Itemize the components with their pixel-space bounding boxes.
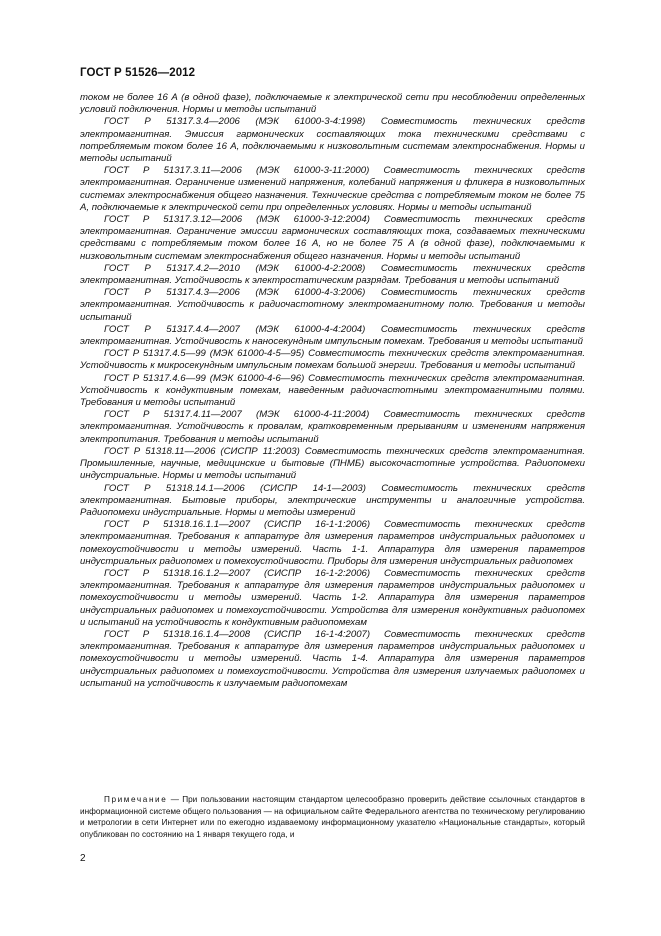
reference-item: ГОСТ Р 51317.4.4—2007 (МЭК 61000-4-4:2004) Совместимость технических средств электромагнитная. Устойчивость к наносекундным импульсным помехам. Требования и методы испытаний — [80, 323, 585, 348]
reference-item: ГОСТ Р 51317.3.11—2006 (МЭК 61000-3-11:2000) Совместимость технических средств электромагнитная. Ограничение изменений напряжения, колебаний напряжения и фликера в низковольтных системах электроснабжения общего назначения. Технические средства с потребляемым током не более 75 А, подключаемые к электрической сети при определенных условиях. Нормы и методы испытаний — [80, 165, 585, 213]
reference-item: ГОСТ Р 51317.4.5—99 (МЭК 61000-4-5—95) Совместимость технических средств электромагнитная. Устойчивость к микросекундным импульсным помехам большой энергии. Требования и методы испытаний — [80, 348, 585, 372]
normative-references-list — [80, 92, 585, 690]
reference-continuation: током не более 16 А (в одной фазе), подключаемые к электрической сети при несоблюдении определенных условий подключения. Нормы и методы испытаний — [80, 92, 585, 116]
note-label: Примечание — [104, 795, 168, 804]
reference-item: ГОСТ Р 51317.3.4—2006 (МЭК 61000-3-4:1998) Совместимость технических средств электромагнитная. Эмиссия гармонических составляющих тока техническими средствами с потребляемым током более 16 А, подключаемыми к низковольтным системам электроснабжения. Нормы и методы испытаний — [80, 116, 585, 165]
reference-item: ГОСТ Р 51317.4.6—99 (МЭК 61000-4-6—96) Совместимость технических средств электромагнитная. Устойчивость к кондуктивным помехам, наведенным радиочастотными электромагнитными полями. Требования и методы испытаний — [80, 372, 585, 409]
reference-item: ГОСТ Р 51318.16.1.4—2008 (СИСПР 16-1-4:2007) Совместимость технических средств электромагнитная. Требования к аппаратуре для измерения параметров индустриальных радиопомех и помехоустойчивости и методы измерений. Часть 1-4. Аппаратура для измерения параметров индустриальных радиопомех и помехоустойчивости. Устройства для измерения излучаемых радиопомех и испытаний на устойчивость к излучаемым радиопомехам — [80, 628, 585, 689]
page-number: 2 — [80, 853, 86, 864]
reference-item: ГОСТ Р 51318.11—2006 (СИСПР 11:2003) Совместимость технических средств электромагнитная. Промышленные, научные, медицинские и бытовые (ПНМБ) высокочастотные устройства. Радиопомехи индустриальные. Нормы и методы испытаний — [80, 445, 585, 482]
reference-item: ГОСТ Р 51318.14.1—2006 (СИСПР 14-1—2003) Совместимость технических средств электромагнитная. Бытовые приборы, электрические инструменты и аналогичные устройства. Радиопомехи индустриальные. Нормы и методы измерений — [80, 482, 585, 518]
reference-item: ГОСТ Р 51318.16.1.2—2007 (СИСПР 16-1-2:2006) Совместимость технических средств электромагнитная. Требования к аппаратуре для измерения параметров индустриальных радиопомех и помехоустойчивости и методы измерений. Часть 1-2. Аппаратура для измерения параметров индустриальных радиопомех и помехоустойчивости. Устройства для измерения кондуктивных радиопомех и испытаний на устойчивость к кондуктивным радиопомехам — [80, 567, 585, 628]
reference-item: ГОСТ Р 51318.16.1.1—2007 (СИСПР 16-1-1:2006) Совместимость технических средств электромагнитная. Требования к аппаратуре для измерения параметров индустриальных радиопомех и помехоустойчивости и методы измерений. Часть 1-1. Аппаратура для измерения параметров индустриальных радиопомех и помехоустойчивости. Приборы для измерения индустриальных радиопомех — [80, 519, 585, 567]
reference-item: ГОСТ Р 51317.4.3—2006 (МЭК 61000-4-3:2006) Совместимость технических средств электромагнитная. Устойчивость к радиочастотному электромагнитному полю. Требования и методы испытаний — [80, 287, 585, 323]
document-code-header: ГОСТ Р 51526—2012 — [80, 67, 196, 79]
reference-item: ГОСТ Р 51317.4.11—2007 (МЭК 61000-4-11:2004) Совместимость технических средств электромагнитная. Устойчивость к провалам, кратковременным прерываниям и изменениям напряжения электропитания. Требования и методы испытаний — [80, 409, 585, 445]
reference-item: ГОСТ Р 51317.3.12—2006 (МЭК 61000-3-12:2004) Совместимость технических средств электромагнитная. Ограничение эмиссии гармонических составляющих тока, создаваемых техническими средствами с потребляемым током более 16 А, но не более 75 А (в одной фазе), подключаемыми к низковольтным системам электроснабжения общего назначения. Нормы и методы испытаний — [80, 214, 585, 262]
note-text: — При пользовании настоящим стандартом целесообразно проверить действие ссылочных стандартов в информационной системе общего пользования — на официальном сайте Федерального агентства по техническому регулированию и метрологии в сети Интернет или по ежегодно издаваемому информационному указателю «Национальные стандарты», который опубликован по состоянию на 1 января текущего года, и — [80, 795, 585, 839]
note-block — [80, 794, 585, 840]
reference-item: ГОСТ Р 51317.4.2—2010 (МЭК 61000-4-2:2008) Совместимость технических средств электромагнитная. Устойчивость к электростатическим разрядам. Требования и методы испытаний — [80, 262, 585, 287]
